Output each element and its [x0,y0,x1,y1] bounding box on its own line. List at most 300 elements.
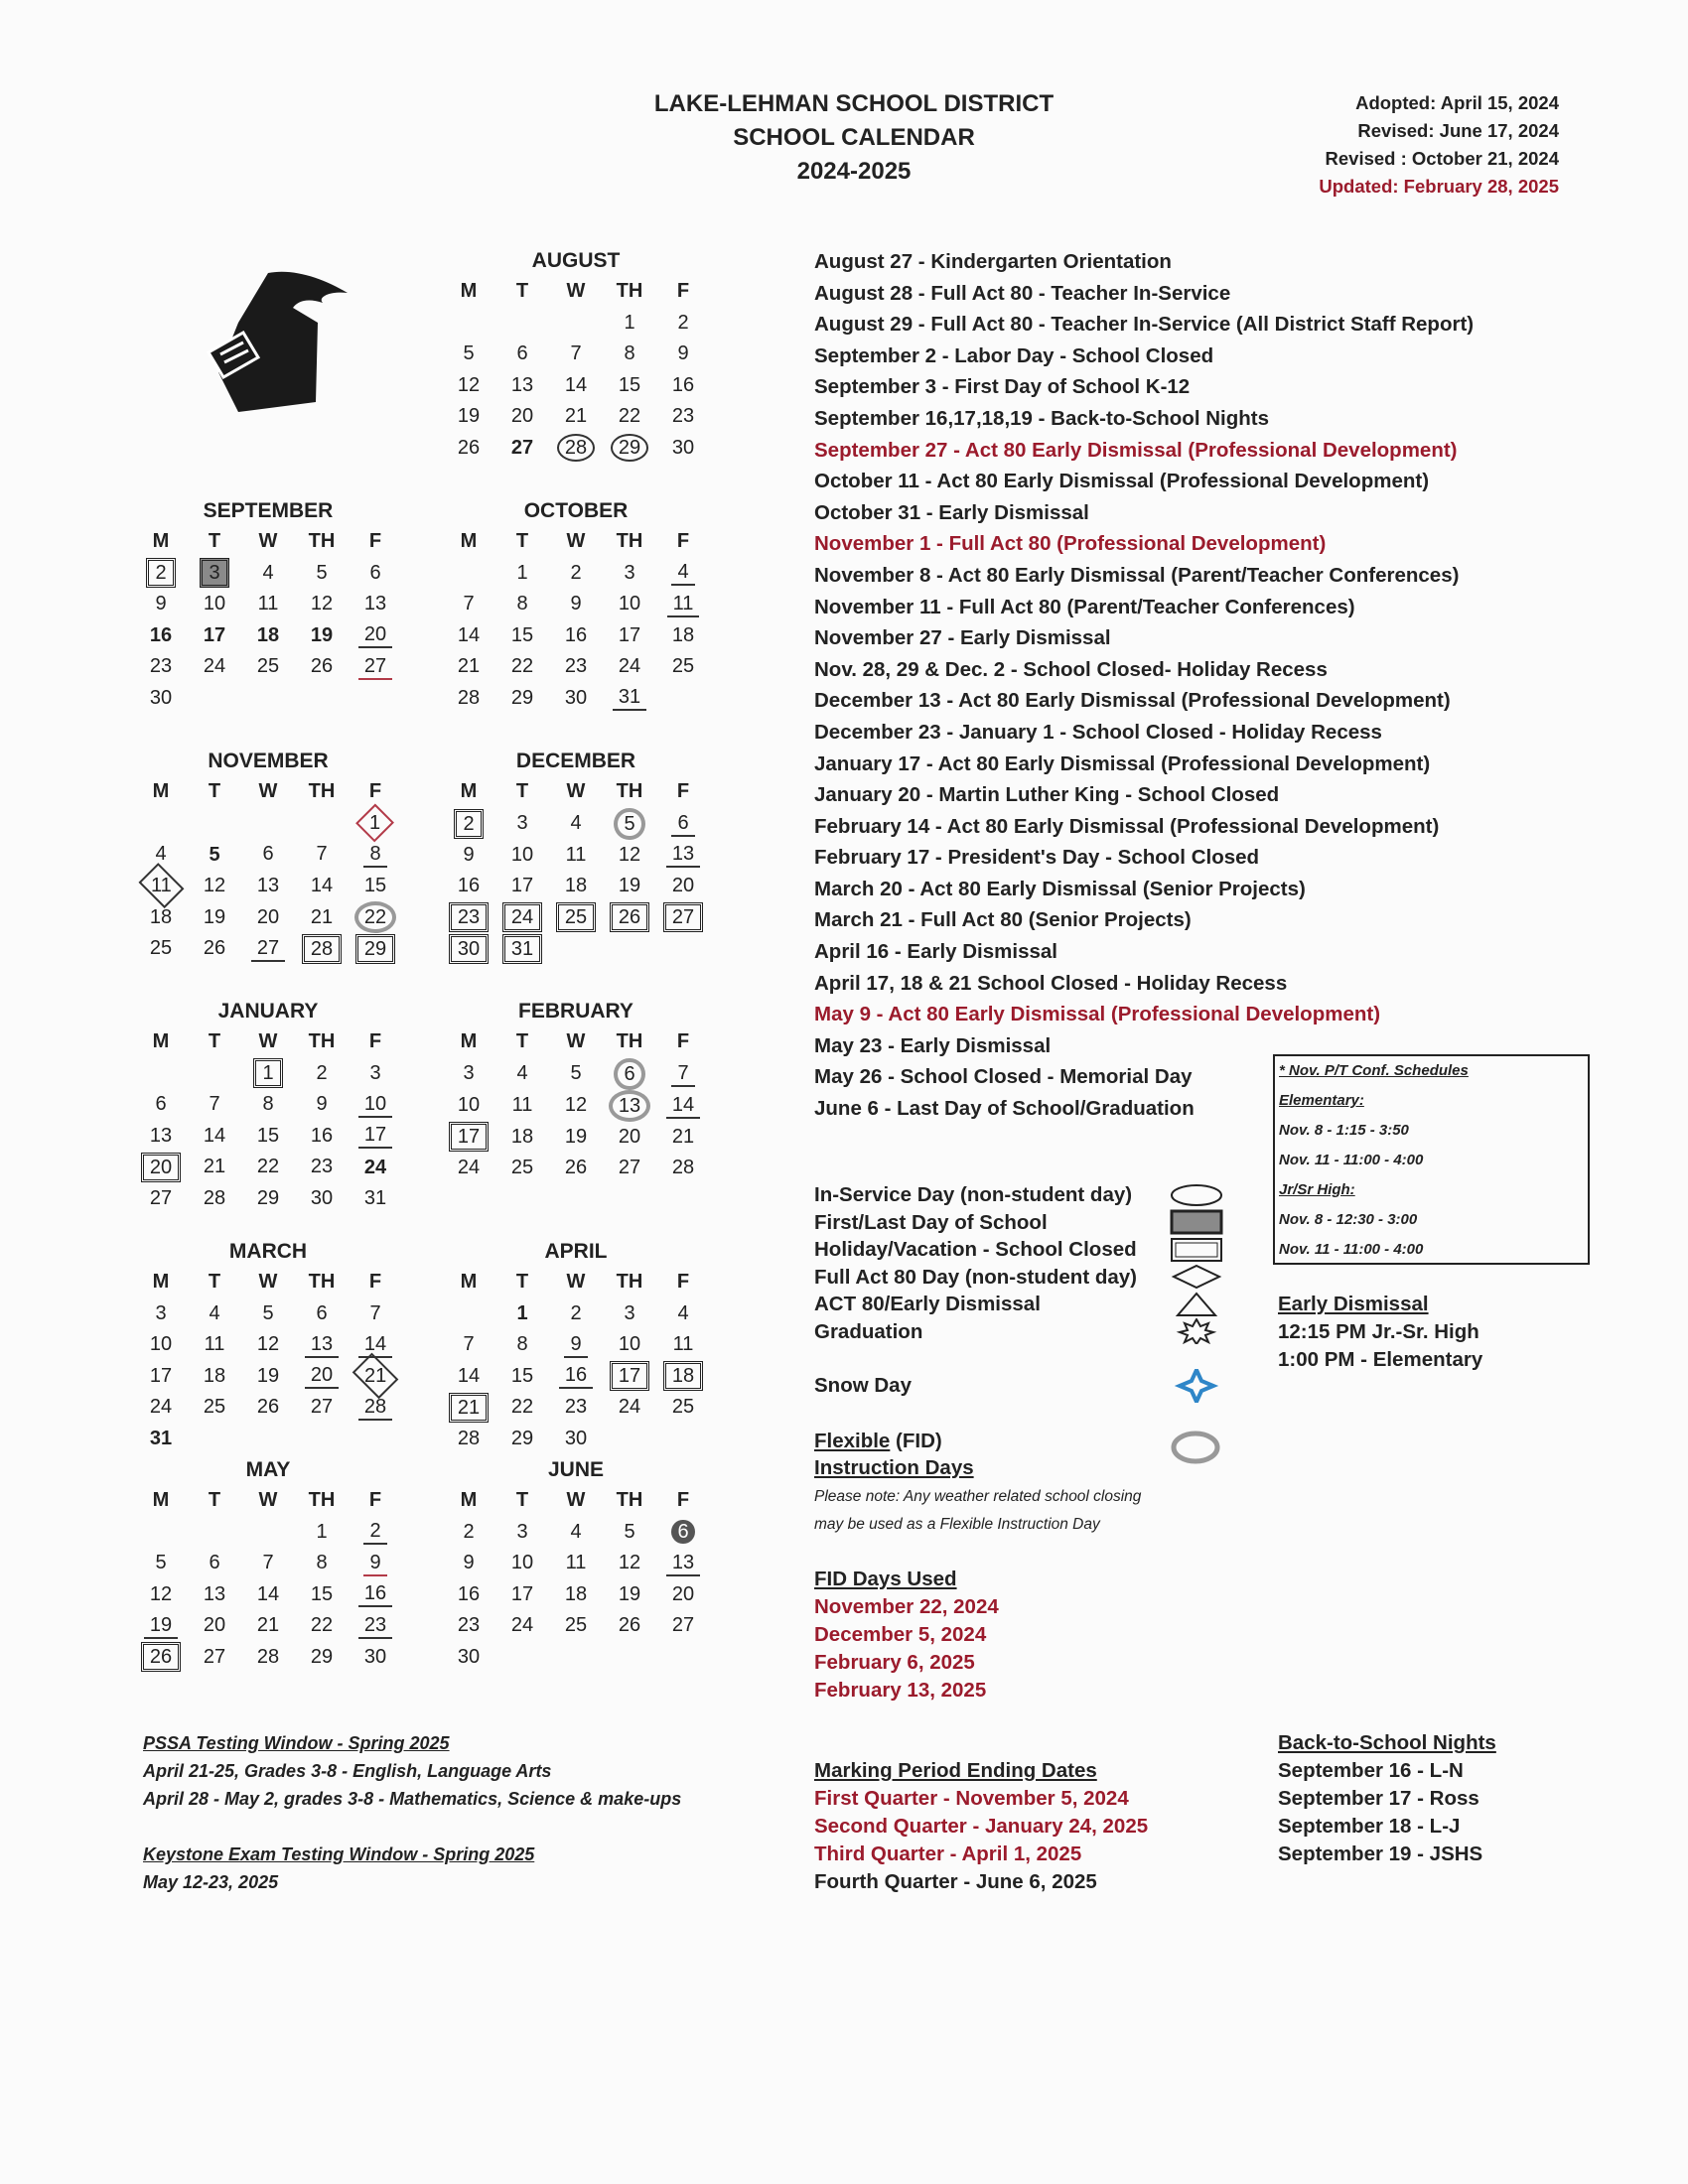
calendar-day: 5 [603,808,656,840]
weekday-header: TH [616,280,643,303]
calendar-day: 28 [457,686,481,709]
weekday-header: F [676,1271,690,1294]
event-item: August 27 - Kindergarten Orientation [814,250,1172,273]
snow-star-icon [1170,1369,1223,1403]
calendar-day: 23 [442,902,495,934]
bts-day: September 18 - L-J [1278,1815,1461,1838]
calendar-day: 1 [316,1520,328,1543]
event-item: October 11 - Act 80 Early Dismissal (Professional Development) [814,470,1430,493]
conf-elem-2: Nov. 11 - 11:00 - 4:00 [1279,1152,1424,1168]
calendar-day: 24 [510,1614,534,1637]
calendar-day [495,1642,549,1674]
calendar-day [549,1642,603,1674]
weekday-header: F [368,1489,382,1512]
calendar-day: 27 [510,437,534,460]
district-name: LAKE-LEHMAN SCHOOL DISTRICT [653,90,1055,117]
calendar-day: 9 [549,1329,603,1361]
weekday-header: W [258,780,278,803]
calendar-day: 24 [495,902,549,934]
month-name: FEBRUARY [518,1000,633,1023]
calendar-day: 26 [618,1614,641,1637]
event-item: May 9 - Act 80 Early Dismissal (Professional Development) [814,1003,1381,1026]
calendar-day [188,683,241,715]
calendar-day: 24 [618,655,641,678]
weekday-header: F [676,280,690,303]
conf-title: * Nov. P/T Conf. Schedules [1279,1062,1469,1079]
event-item: March 21 - Full Act 80 (Senior Projects) [814,908,1192,932]
calendar-day: 30 [457,1645,481,1668]
event-item: August 29 - Full Act 80 - Teacher In-Service (All District Staff Report) [814,313,1475,337]
calendar-day: 9 [316,1093,328,1116]
calendar-day: 17 [603,1361,656,1393]
calendar-day: 14 [310,874,334,896]
event-item: November 1 - Full Act 80 (Professional Development) [814,532,1327,556]
calendar-day: 21 [256,1614,280,1637]
calendar-day: 8 [349,839,402,871]
calendar-day: 13 [363,593,387,615]
month-name: AUGUST [531,249,621,272]
calendar-day: 9 [155,593,167,615]
calendar-day [295,1424,349,1455]
calendar-day: 11 [656,589,710,620]
calendar-day: 2 [442,808,495,840]
calendar-day: 30 [564,1427,588,1449]
calendar-day [241,1517,295,1549]
calendar-day: 17 [349,1121,402,1153]
calendar-day: 14 [349,1329,402,1361]
calendar-day: 27 [671,1614,695,1637]
calendar-day: 19 [618,875,641,897]
event-item: January 20 - Martin Luther King - School Closed [814,783,1280,807]
fid-oval-icon [1170,1430,1221,1465]
calendar-day: 7 [463,1333,475,1356]
fid-note-1: Please note: Any weather related school closing [814,1488,1142,1505]
weekday-header: M [460,530,478,553]
calendar-day: 5 [624,1520,635,1543]
calendar-day: 12 [618,843,641,866]
calendar-day: 29 [310,1645,334,1668]
weekday-header: T [515,780,529,803]
calendar-day: 27 [618,1157,641,1179]
calendar-day: 5 [316,561,328,584]
calendar-day: 27 [310,1396,334,1419]
calendar-day: 3 [516,1520,528,1543]
calendar-day: 26 [310,655,334,678]
calendar-day: 25 [203,1396,226,1419]
month-october [442,496,710,714]
calendar-day: 11 [204,1333,225,1356]
calendar-day: 11 [134,871,188,902]
calendar-day: 4 [656,558,710,590]
calendar-day: 16 [349,1579,402,1611]
calendar-day: 14 [457,1364,481,1387]
event-item: September 2 - Labor Day - School Closed [814,343,1214,367]
legend-holiday: Holiday/Vacation - School Closed [814,1238,1137,1261]
calendar-day: 18 [671,623,695,646]
bts-title: Back-to-School Nights [1278,1731,1496,1754]
calendar-day: 15 [510,1364,534,1387]
calendar-day: 22 [618,405,641,428]
calendar-day: 25 [149,937,173,960]
fid-abbr: (FID) [890,1430,942,1452]
weekday-header: W [566,530,586,553]
calendar-day: 7 [463,593,475,615]
calendar-day: 25 [671,1396,695,1419]
calendar-day: 4 [570,1520,582,1543]
calendar-day: 23 [564,655,588,678]
calendar-day: 12 [564,1094,588,1116]
weekday-header: W [258,1030,278,1053]
calendar-day: 7 [369,1301,381,1324]
calendar-day: 20 [671,1582,695,1605]
calendar-day [134,808,188,840]
calendar-day: 18 [203,1364,226,1387]
calendar-day: 21 [671,1125,695,1148]
calendar-day: 25 [256,655,280,678]
double-square-icon [1170,1237,1223,1263]
calendar-day: 3 [624,1301,635,1324]
calendar-day: 1 [624,311,635,334]
calendar-day: 27 [349,651,402,683]
calendar-day: 26 [134,1642,188,1674]
calendar-day: 1 [516,1302,528,1325]
weekday-header: M [152,1030,170,1053]
event-item: February 14 - Act 80 Early Dismissal (Professional Development) [814,814,1440,838]
weekday-header: M [460,1030,478,1053]
event-item: September 16,17,18,19 - Back-to-School Nights [814,406,1269,430]
calendar-day [241,1424,295,1455]
calendar-day: 2 [349,1517,402,1549]
month-december [442,747,710,965]
weekday-header: M [152,1271,170,1294]
diamond-icon [1170,1264,1223,1290]
calendar-day: 8 [624,342,635,365]
marking-periods [814,1757,1148,1896]
conf-jrsr-2: Nov. 11 - 11:00 - 4:00 [1279,1241,1424,1258]
calendar-day: 8 [262,1093,274,1116]
month-name: JUNE [547,1458,605,1481]
calendar-day: 5 [570,1062,582,1084]
calendar-day: 7 [262,1552,274,1574]
event-item: February 17 - President's Day - School Closed [814,846,1260,870]
fid-instruction: Instruction Days [814,1456,974,1479]
event-item: September 27 - Act 80 Early Dismissal (Professional Development) [814,438,1458,462]
legend-snow: Snow Day [814,1374,912,1397]
event-item: Nov. 28, 29 & Dec. 2 - School Closed- Holiday Recess [814,657,1328,681]
adopted-date: Adopted: April 15, 2024 [1355,92,1559,113]
calendar-day [656,683,710,715]
calendar-day: 2 [463,1520,475,1543]
calendar-day: 12 [618,1552,641,1574]
calendar-day: 6 [656,1517,710,1549]
weekday-header: M [152,530,170,553]
calendar-day [349,1424,402,1455]
calendar-title [556,87,1152,189]
calendar-day [188,1517,241,1549]
early-title: Early Dismissal [1278,1293,1429,1315]
weekday-header: M [152,780,170,803]
weekday-header: T [208,1489,221,1512]
back-to-school-nights [1278,1729,1496,1868]
bts-day: September 19 - JSHS [1278,1843,1483,1865]
calendar-day: 2 [570,1301,582,1324]
calendar-day: 16 [564,623,588,646]
event-item: December 23 - January 1 - School Closed - Holiday Recess [814,720,1382,744]
calendar-day: 9 [463,1552,475,1574]
calendar-day: 16 [149,624,173,647]
month-november [134,747,402,965]
event-item: March 20 - Act 80 Early Dismissal (Senior Projects) [814,877,1306,900]
weekday-header: W [566,1271,586,1294]
calendar-day: 10 [149,1333,173,1356]
event-item: December 13 - Act 80 Early Dismissal (Professional Development) [814,689,1451,713]
legend-fullact80: Full Act 80 Day (non-student day) [814,1265,1137,1289]
calendar-day: 18 [564,1582,588,1605]
mp-q2: Second Quarter - January 24, 2025 [814,1815,1149,1838]
calendar-day: 12 [256,1333,280,1356]
event-item: November 8 - Act 80 Early Dismissal (Parent/Teacher Conferences) [814,563,1460,587]
conf-elem-1: Nov. 8 - 1:15 - 3:50 [1279,1122,1409,1139]
calendar-day: 24 [618,1396,641,1419]
calendar-day: 23 [149,655,173,678]
calendar-day: 24 [149,1396,173,1419]
calendar-day: 14 [203,1124,226,1147]
weekday-header: W [566,280,586,303]
month-name: MAY [245,1458,291,1481]
calendar-day: 19 [618,1582,641,1605]
weekday-header: T [208,780,221,803]
event-item: January 17 - Act 80 Early Dismissal (Professional Development) [814,751,1431,775]
calendar-day: 17 [149,1364,173,1387]
revision-info [1319,89,1559,201]
keystone-title: Keystone Exam Testing Window - Spring 2025 [143,1844,535,1864]
weekday-header: M [460,1271,478,1294]
calendar-day: 15 [363,874,387,896]
calendar-day: 6 [262,843,274,866]
month-name: JANUARY [217,1000,319,1023]
calendar-day: 21 [442,1392,495,1424]
calendar-day: 18 [149,905,173,928]
calendar-day: 1 [516,561,528,584]
calendar-day: 8 [516,1333,528,1356]
calendar-day: 17 [203,624,226,647]
event-item: May 26 - School Closed - Memorial Day [814,1065,1193,1089]
calendar-day: 13 [149,1124,173,1147]
calendar-day [603,933,656,965]
weekday-header: TH [308,530,336,553]
calendar-day: 26 [603,902,656,934]
updated-date: Updated: February 28, 2025 [1319,176,1559,197]
mp-q4: Fourth Quarter - June 6, 2025 [814,1870,1097,1893]
calendar-day: 14 [656,1090,710,1122]
early-jrsr: 12:15 PM Jr.-Sr. High [1278,1320,1479,1343]
conf-jrsr: Jr/Sr High: [1279,1181,1355,1198]
calendar-day: 23 [564,1396,588,1419]
calendar-day: 6 [603,1058,656,1090]
calendar-day: 14 [457,623,481,646]
calendar-day: 17 [510,875,534,897]
weekday-header: W [566,1489,586,1512]
pssa-line-2: April 28 - May 2, grades 3-8 - Mathematics, Science & make-ups [143,1789,682,1809]
calendar-day: 27 [149,1186,173,1209]
calendar-day: 29 [510,1427,534,1449]
calendar-day [656,1424,710,1455]
calendar-day: 5 [209,843,220,866]
calendar-day: 7 [209,1093,220,1116]
calendar-name: SCHOOL CALENDAR [733,124,975,151]
calendar-day: 11 [565,1552,587,1574]
calendar-day: 10 [510,1552,534,1574]
calendar-day: 30 [149,686,173,709]
weekday-header: F [368,530,382,553]
fid-flexible: Flexible [814,1430,891,1452]
calendar-day: 23 [671,405,695,428]
calendar-day: 15 [256,1124,280,1147]
calendar-day: 18 [256,624,280,647]
weekday-header: W [258,530,278,553]
weekday-header: TH [616,530,643,553]
month-name: DECEMBER [515,750,636,772]
month-august [442,246,710,464]
calendar-day: 28 [349,1392,402,1424]
weekday-header: F [676,1030,690,1053]
calendar-day: 23 [310,1156,334,1178]
calendar-day: 3 [463,1062,475,1084]
calendar-day: 2 [570,561,582,584]
event-item: October 31 - Early Dismissal [814,500,1089,524]
weekday-header: T [515,280,529,303]
calendar-day: 16 [457,1582,481,1605]
calendar-day [188,808,241,840]
calendar-day: 24 [203,655,226,678]
calendar-day: 26 [457,436,481,459]
calendar-day: 27 [241,933,295,965]
calendar-day: 27 [203,1645,226,1668]
calendar-day [295,808,349,840]
calendar-day: 18 [564,875,588,897]
month-september [134,496,402,714]
calendar-day: 13 [295,1329,349,1361]
calendar-day: 21 [310,905,334,928]
weekday-header: W [258,1271,278,1294]
school-year: 2024-2025 [796,158,912,185]
conf-jrsr-1: Nov. 8 - 12:30 - 3:00 [1279,1211,1418,1228]
weekday-header: TH [308,1030,336,1053]
calendar-day: 5 [155,1552,167,1574]
calendar-day: 28 [295,933,349,965]
weekday-header: F [676,530,690,553]
calendar-day: 8 [516,593,528,615]
weekday-header: M [152,1489,170,1512]
calendar-day: 21 [349,1361,402,1393]
fid-used-title: FID Days Used [814,1568,957,1590]
weekday-header: TH [616,1030,643,1053]
calendar-day: 19 [256,1364,280,1387]
calendar-day: 30 [671,436,695,459]
calendar-day: 18 [510,1125,534,1148]
calendar-day [241,683,295,715]
calendar-day [656,1642,710,1674]
calendar-day: 19 [203,905,226,928]
event-item: September 3 - First Day of School K-12 [814,375,1191,399]
calendar-day: 23 [349,1610,402,1642]
weekday-header: T [208,1030,221,1053]
weekday-header: T [515,1489,529,1512]
calendar-day [349,683,402,715]
weekday-header: TH [616,1489,643,1512]
calendar-day: 12 [457,373,481,396]
mp-q3: Third Quarter - April 1, 2025 [814,1843,1082,1865]
calendar-day: 30 [564,686,588,709]
calendar-day: 28 [203,1186,226,1209]
calendar-day [134,1058,188,1090]
weekday-header: F [368,780,382,803]
oval-icon [1170,1183,1223,1207]
conf-elementary: Elementary: [1279,1092,1364,1109]
calendar-day: 29 [510,686,534,709]
calendar-day: 16 [671,373,695,396]
calendar-day: 20 [618,1125,641,1148]
calendar-day: 4 [209,1301,220,1324]
weekday-header: F [368,1030,382,1053]
calendar-day: 6 [656,808,710,840]
testing-windows [143,1729,681,1896]
calendar-day: 20 [256,905,280,928]
calendar-day: 22 [310,1614,334,1637]
calendar-day: 28 [256,1645,280,1668]
shaded-square-icon [1170,1209,1223,1235]
calendar-day: 6 [155,1093,167,1116]
calendar-day: 22 [510,1396,534,1419]
calendar-day: 10 [349,1089,402,1121]
mp-q1: First Quarter - November 5, 2024 [814,1787,1129,1810]
legend-inservice: In-Service Day (non-student day) [814,1183,1133,1206]
calendar-day [549,308,603,340]
calendar-day: 6 [369,561,381,584]
calendar-day: 7 [570,342,582,365]
calendar-day: 2 [316,1061,328,1084]
calendar-day: 11 [511,1094,533,1116]
calendar-day: 1 [241,1058,295,1090]
calendar-day: 19 [564,1125,588,1148]
event-item: April 17, 18 & 21 School Closed - Holiday Recess [814,971,1288,995]
calendar-day: 13 [656,1548,710,1579]
event-item: August 28 - Full Act 80 - Teacher In-Service [814,281,1231,305]
calendar-day: 19 [134,1610,188,1642]
calendar-day: 25 [510,1157,534,1179]
month-name: NOVEMBER [208,750,329,772]
calendar-day: 4 [516,1062,528,1084]
month-march [134,1237,402,1454]
weekday-header: TH [308,1271,336,1294]
calendar-day: 5 [463,342,475,365]
fid-days-used [814,1566,999,1705]
calendar-day: 30 [363,1645,387,1668]
calendar-day: 3 [516,812,528,834]
calendar-day: 14 [256,1582,280,1605]
calendar-day: 1 [349,808,402,840]
calendar-day: 29 [349,933,402,965]
fid-used-date: February 13, 2025 [814,1679,987,1702]
event-item: November 27 - Early Dismissal [814,626,1111,650]
calendar-day: 17 [618,623,641,646]
pssa-line-1: April 21-25, Grades 3-8 - English, Language Arts [143,1761,552,1781]
calendar-day: 8 [316,1552,328,1574]
calendar-day: 31 [495,933,549,965]
calendar-day: 3 [188,558,241,590]
calendar-day: 20 [134,1152,188,1183]
calendar-day: 5 [262,1301,274,1324]
